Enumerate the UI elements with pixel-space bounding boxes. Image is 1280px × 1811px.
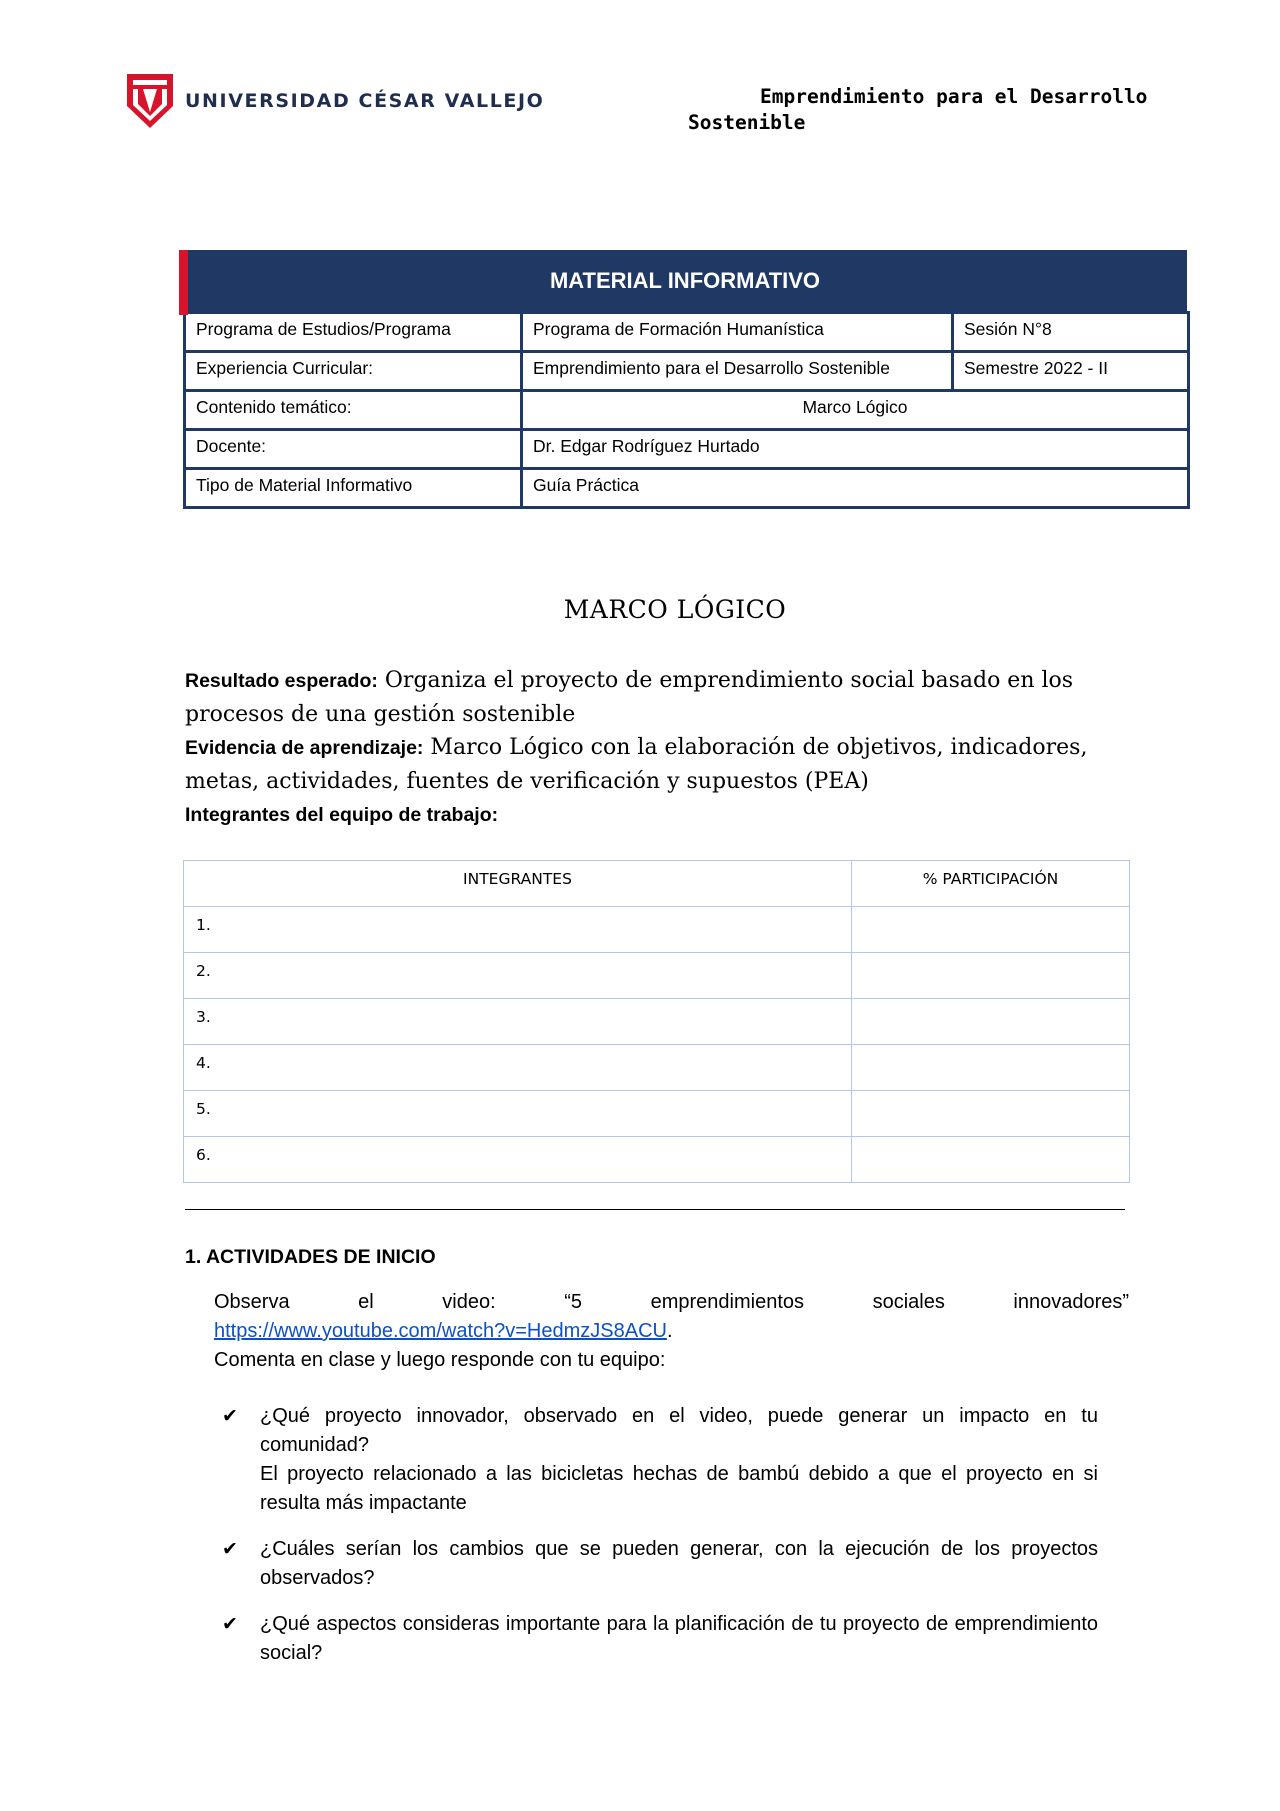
info-cell: Semestre 2022 - II bbox=[953, 352, 1189, 391]
question-text: ¿Qué proyecto innovador, observado en el video, puede generar un impacto en tu comunidad? bbox=[260, 1405, 1098, 1456]
header-title-line2: Sostenible bbox=[688, 111, 806, 134]
table-row bbox=[184, 1137, 1130, 1183]
info-cell: Programa de Formación Humanística bbox=[522, 313, 953, 352]
intro-block bbox=[185, 664, 1105, 832]
member-number: 1. bbox=[184, 907, 852, 953]
expected-result bbox=[185, 664, 1105, 731]
observe-word: emprendimientos bbox=[650, 1291, 805, 1313]
observe-word: “5 bbox=[564, 1291, 583, 1313]
observe-word: innovadores” bbox=[1013, 1291, 1130, 1313]
table-row bbox=[184, 1045, 1130, 1091]
info-meta-table bbox=[183, 311, 1190, 509]
university-logo bbox=[125, 72, 544, 130]
info-row bbox=[185, 313, 1189, 352]
members-header-name: INTEGRANTES bbox=[184, 861, 852, 907]
logo-text: UNIVERSIDAD CÉSAR VALLEJO bbox=[185, 90, 545, 112]
members-header-participation: % PARTICIPACIÓN bbox=[852, 861, 1130, 907]
observe-word: sociales bbox=[872, 1291, 945, 1313]
info-cell: Sesión N°8 bbox=[953, 313, 1189, 352]
members-header-row bbox=[184, 861, 1130, 907]
participation-cell[interactable] bbox=[852, 999, 1130, 1045]
info-row bbox=[185, 469, 1189, 508]
info-heading-text: MATERIAL INFORMATIVO bbox=[549, 267, 821, 293]
member-number: 3. bbox=[184, 999, 852, 1045]
observe-word: el bbox=[358, 1291, 374, 1313]
observe-word: video: bbox=[442, 1291, 496, 1313]
member-number: 4. bbox=[184, 1045, 852, 1091]
accent-bar bbox=[179, 250, 188, 315]
learning-evidence-text: Marco Lógico con la elaboración de objetivos, indicadores, metas, actividades, fuentes de verificación y supuestos (PEA) bbox=[185, 735, 1088, 794]
participation-cell[interactable] bbox=[852, 1045, 1130, 1091]
list-item bbox=[214, 1610, 1098, 1668]
team-members-label-row bbox=[185, 798, 1105, 832]
table-row bbox=[184, 953, 1130, 999]
member-number: 6. bbox=[184, 1137, 852, 1183]
expected-result-label: Resultado esperado: bbox=[185, 670, 378, 692]
info-cell: Emprendimiento para el Desarrollo Sostenible bbox=[522, 352, 953, 391]
team-members-label: Integrantes del equipo de trabajo: bbox=[185, 804, 499, 826]
list-item bbox=[214, 1402, 1098, 1518]
participation-cell[interactable] bbox=[852, 1137, 1130, 1183]
header-title-line1: Emprendimiento para el Desarrollo bbox=[760, 85, 1148, 108]
info-cell: Experiencia Curricular: bbox=[185, 352, 522, 391]
check-icon: ✔ bbox=[222, 1406, 238, 1427]
info-cell: Dr. Edgar Rodríguez Hurtado bbox=[522, 430, 1189, 469]
observe-line bbox=[214, 1288, 1129, 1317]
info-cell: Marco Lógico bbox=[522, 391, 1189, 430]
link-period: . bbox=[666, 1320, 673, 1342]
list-item bbox=[214, 1535, 1098, 1593]
info-cell: Docente: bbox=[185, 430, 522, 469]
table-row bbox=[184, 999, 1130, 1045]
info-row bbox=[185, 391, 1189, 430]
horizontal-divider bbox=[185, 1209, 1125, 1210]
members-table bbox=[183, 860, 1130, 1183]
question-list bbox=[214, 1402, 1098, 1685]
info-table-heading bbox=[183, 250, 1187, 311]
document-title: MARCO LÓGICO bbox=[563, 595, 787, 624]
shield-logo-icon bbox=[125, 72, 175, 130]
answer-text: El proyecto relacionado a las bicicletas hechas de bambú debido a que el proyecto en si resulta más impactante bbox=[260, 1463, 1098, 1514]
info-cell: Contenido temático: bbox=[185, 391, 522, 430]
info-cell: Programa de Estudios/Programa bbox=[185, 313, 522, 352]
participation-cell[interactable] bbox=[852, 953, 1130, 999]
video-link-line bbox=[214, 1317, 1129, 1346]
participation-cell[interactable] bbox=[852, 1091, 1130, 1137]
learning-evidence bbox=[185, 731, 1105, 798]
table-row bbox=[184, 1091, 1130, 1137]
info-row bbox=[185, 352, 1189, 391]
info-cell: Tipo de Material Informativo bbox=[185, 469, 522, 508]
video-link[interactable]: https://www.youtube.com/watch?v=HedmzJS8ACU bbox=[214, 1320, 667, 1342]
table-row bbox=[184, 907, 1130, 953]
question-text: ¿Qué aspectos consideras importante para la planificación de tu proyecto de emprendimiento social? bbox=[260, 1613, 1098, 1664]
learning-evidence-label: Evidencia de aprendizaje: bbox=[185, 737, 424, 759]
section-activities bbox=[185, 1246, 1130, 1269]
observe-word: Observa bbox=[214, 1291, 290, 1313]
comment-instruction: Comenta en clase y luego responde con tu equipo: bbox=[214, 1349, 666, 1371]
member-number: 2. bbox=[184, 953, 852, 999]
check-icon: ✔ bbox=[222, 1539, 238, 1560]
member-number: 5. bbox=[184, 1091, 852, 1137]
question-text: ¿Cuáles serían los cambios que se pueden generar, con la ejecución de los proyectos observados? bbox=[260, 1538, 1098, 1589]
participation-cell[interactable] bbox=[852, 907, 1130, 953]
info-cell: Guía Práctica bbox=[522, 469, 1189, 508]
info-table bbox=[183, 250, 1187, 509]
expected-result-text: Organiza el proyecto de emprendimiento social basado en los procesos de una gestión sostenible bbox=[185, 668, 1074, 727]
info-row bbox=[185, 430, 1189, 469]
section-heading: 1. ACTIVIDADES DE INICIO bbox=[185, 1246, 436, 1268]
check-icon: ✔ bbox=[222, 1614, 238, 1635]
header-course-title bbox=[688, 84, 1208, 136]
